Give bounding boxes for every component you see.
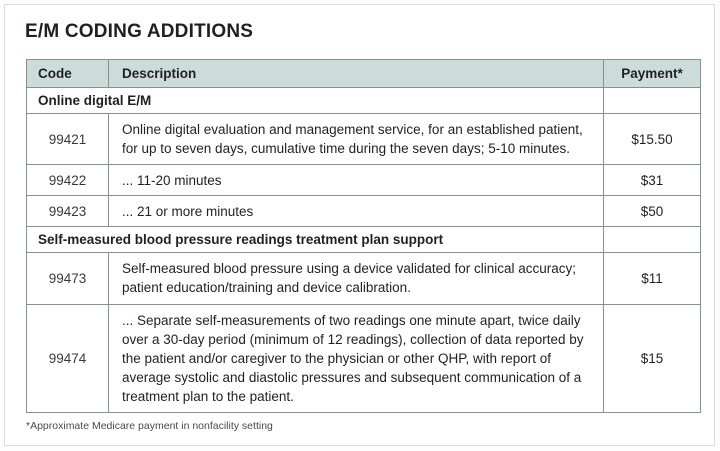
section-heading-payment: [604, 227, 701, 253]
table-header: [27, 60, 701, 88]
cell-description: Online digital evaluation and management service, for an established patient, for up to seven days, cumulative time during the seven days; 5-10 minutes.: [109, 114, 604, 165]
table-row: [27, 165, 701, 196]
table-row: [27, 304, 701, 413]
cell-code: 99473: [27, 253, 109, 304]
table-row: [27, 114, 701, 165]
page-title: E/M CODING ADDITIONS: [25, 21, 254, 42]
section-heading-payment: [604, 88, 701, 114]
table-row: [27, 253, 701, 304]
page-frame: [4, 4, 715, 446]
cell-payment: $50: [604, 196, 701, 227]
cell-code: 99421: [27, 114, 109, 165]
cell-payment: $31: [604, 165, 701, 196]
cell-description: ... 21 or more minutes: [109, 196, 604, 227]
table-row: [27, 196, 701, 227]
column-header-code: Code: [27, 60, 109, 88]
section-heading-row: [27, 227, 701, 253]
em-coding-table: [26, 59, 701, 413]
table-body: [27, 88, 701, 413]
column-header-payment: Payment*: [604, 60, 701, 88]
cell-payment: $11: [604, 253, 701, 304]
footnote: *Approximate Medicare payment in nonfacility setting: [26, 420, 273, 432]
cell-payment: $15.50: [604, 114, 701, 165]
section-heading-row: [27, 88, 701, 114]
section-heading-label: Online digital E/M: [27, 88, 604, 114]
cell-code: 99422: [27, 165, 109, 196]
cell-description: Self-measured blood pressure using a device validated for clinical accuracy; patient education/training and device calibration.: [109, 253, 604, 304]
cell-code: 99423: [27, 196, 109, 227]
cell-description: ... 11-20 minutes: [109, 165, 604, 196]
section-heading-label: Self-measured blood pressure readings treatment plan support: [27, 227, 604, 253]
cell-payment: $15: [604, 304, 701, 413]
cell-description: ... Separate self-measurements of two readings one minute apart, twice daily over a 30-day period (minimum of 12 readings), collection of data reported by the patient and/or caregiver to the physician or other QHP, with report of average systolic and diastolic pressures and subsequent communication of a treatment plan to the patient.: [109, 304, 604, 413]
cell-code: 99474: [27, 304, 109, 413]
table-header-row: [27, 60, 701, 88]
column-header-description: Description: [109, 60, 604, 88]
